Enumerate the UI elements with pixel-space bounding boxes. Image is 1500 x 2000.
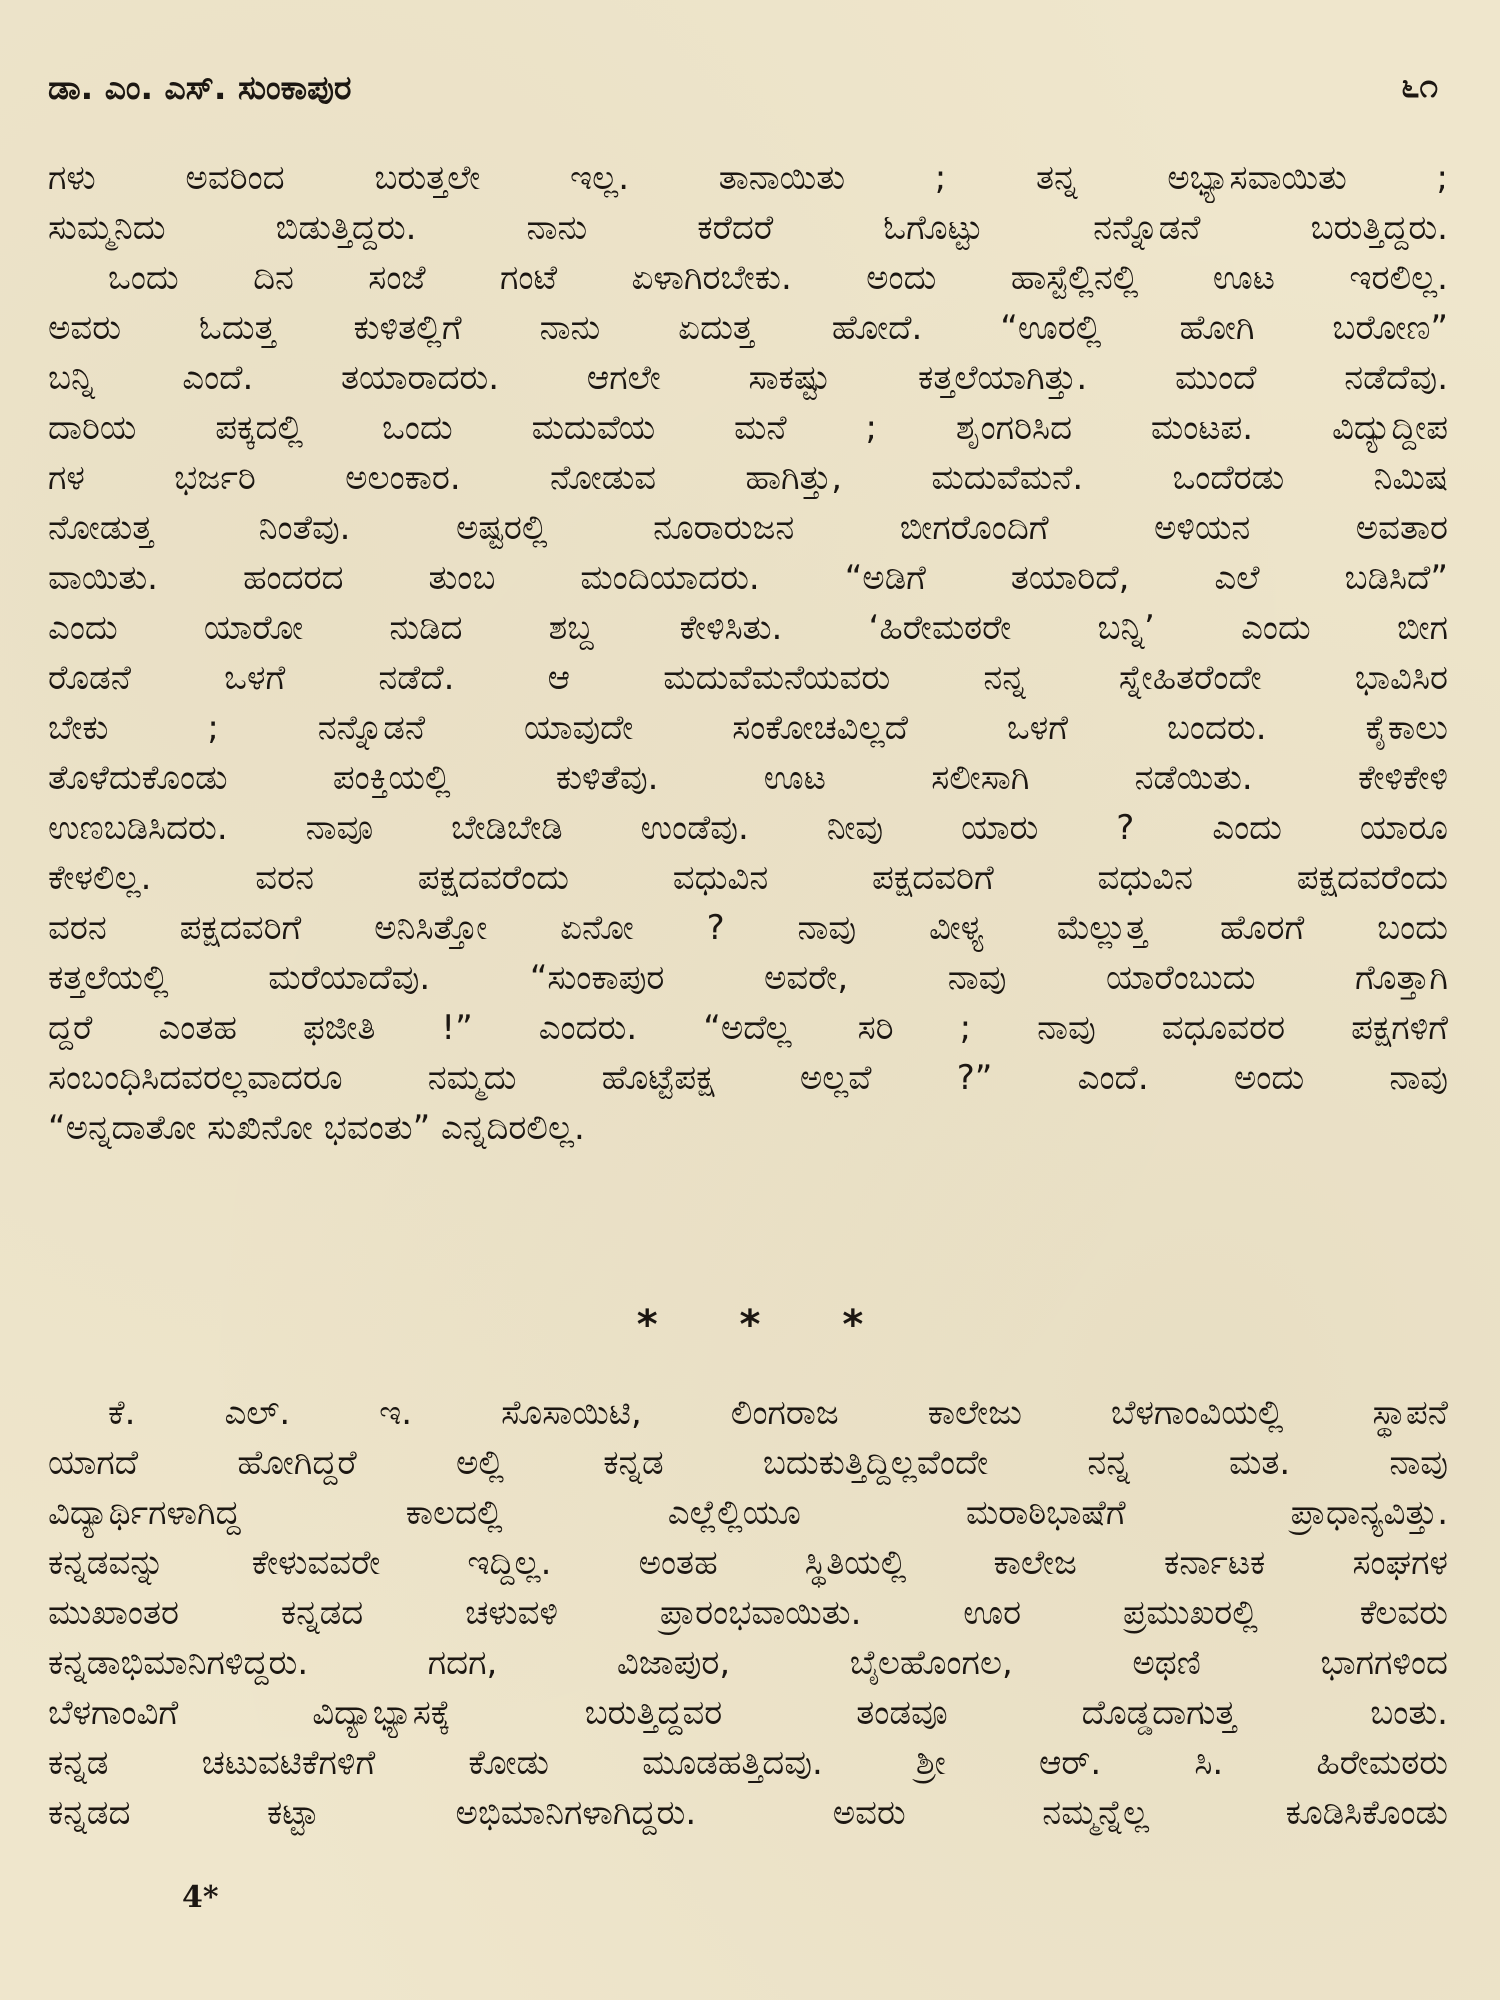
text-line: ಕನ್ನಡದ ಕಟ್ಟಾ ಅಭಿಮಾನಿಗಳಾಗಿದ್ದರು. ಅವರು ನಮ್ಮನ್ನೆಲ್ಲ ಕೂಡಿಸಿಕೊಂಡು [48,1793,1448,1833]
text-line: ತೊಳೆದುಕೊಂಡು ಪಂಕ್ತಿಯಲ್ಲಿ ಕುಳಿತೆವು. ಊಟ ಸಲೀಸಾಗಿ ನಡೆಯಿತು. ಕೇಳಿಕೇಳಿ [48,758,1448,798]
section-separator: * * * [636,1302,898,1348]
text-line: ಕೆ. ಎಲ್‌. ಇ. ಸೊಸಾಯಿಟಿ, ಲಿಂಗರಾಜ ಕಾಲೇಜು ಬೆಳಗಾಂವಿಯಲ್ಲಿ ಸ್ಥಾಪನೆ [108,1393,1448,1433]
text-line: ಎಂದು ಯಾರೋ ನುಡಿದ ಶಬ್ದ ಕೇಳಿಸಿತು. ‘ಹಿರೇಮಠರೇ ಬನ್ನಿ’ ಎಂದು ಬೀಗ [48,608,1448,648]
text-line: ದಾರಿಯ ಪಕ್ಕದಲ್ಲಿ ಒಂದು ಮದುವೆಯ ಮನೆ ; ಶೃಂಗರಿಸಿದ ಮಂಟಪ. ವಿದ್ಯುದ್ದೀಪ [48,408,1448,448]
text-line: ಬೇಕು ; ನನ್ನೊಡನೆ ಯಾವುದೇ ಸಂಕೋಚವಿಲ್ಲದೆ ಒಳಗೆ ಬಂದರು. ಕೈಕಾಲು [48,708,1448,748]
text-line: ವಿದ್ಯಾರ್ಥಿಗಳಾಗಿದ್ದ ಕಾಲದಲ್ಲಿ ಎಲ್ಲೆಲ್ಲಿಯೂ ಮರಾಠಿಭಾಷೆಗೆ ಪ್ರಾಧಾನ್ಯವಿತ್ತು. [48,1493,1448,1533]
text-line: ವರನ ಪಕ್ಷದವರಿಗೆ ಅನಿಸಿತ್ತೋ ಏನೋ ? ನಾವು ವೀಳ್ಯ ಮೆಲ್ಲುತ್ತ ಹೊರಗೆ ಬಂದು [48,908,1448,948]
text-line: ಮುಖಾಂತರ ಕನ್ನಡದ ಚಳುವಳಿ ಪ್ರಾರಂಭವಾಯಿತು. ಊರ ಪ್ರಮುಖರಲ್ಲಿ ಕೆಲವರು [48,1593,1448,1633]
text-line: ಕೇಳಲಿಲ್ಲ. ವರನ ಪಕ್ಷದವರೆಂದು ವಧುವಿನ ಪಕ್ಷದವರಿಗೆ ವಧುವಿನ ಪಕ್ಷದವರೆಂದು [48,858,1448,898]
text-line: ರೊಡನೆ ಒಳಗೆ ನಡೆದೆ. ಆ ಮದುವೆಮನೆಯವರು ನನ್ನ ಸ್ನೇಹಿತರೆಂದೇ ಭಾವಿಸಿರ [48,658,1448,698]
text-line: ಕನ್ನಡವನ್ನು ಕೇಳುವವರೇ ಇದ್ದಿಲ್ಲ. ಅಂತಹ ಸ್ಥಿತಿಯಲ್ಲಿ ಕಾಲೇಜ ಕರ್ನಾಟಕ ಸಂಘಗಳ [48,1543,1448,1583]
text-line: ಕತ್ತಲೆಯಲ್ಲಿ ಮರೆಯಾದೆವು. “ಸುಂಕಾಪುರ ಅವರೇ, ನಾವು ಯಾರೆಂಬುದು ಗೊತ್ತಾಗಿ [48,958,1448,998]
text-line: ಸಂಬಂಧಿಸಿದವರಲ್ಲವಾದರೂ ನಮ್ಮದು ಹೊಟ್ಟೆಪಕ್ಷ ಅಲ್ಲವೆ ?” ಎಂದೆ. ಅಂದು ನಾವು [48,1058,1448,1098]
text-line: ಕನ್ನಡಾಭಿಮಾನಿಗಳಿದ್ದರು. ಗದಗ, ವಿಜಾಪುರ, ಬೈಲಹೊಂಗಲ, ಅಥಣಿ ಭಾಗಗಳಿಂದ [48,1643,1448,1683]
text-line: ಗಳು ಅವರಿಂದ ಬರುತ್ತಲೇ ಇಲ್ಲ. ತಾನಾಯಿತು ; ತನ್ನ ಅಭ್ಯಾಸವಾಯಿತು ; [48,158,1448,198]
running-header-author: ಡಾ. ಎಂ. ಎಸ್‌. ಸುಂಕಾಪುರ [48,68,352,107]
text-line: ಯಾಗದೆ ಹೋಗಿದ್ದರೆ ಅಲ್ಲಿ ಕನ್ನಡ ಬದುಕುತ್ತಿದ್ದಿಲ್ಲವೆಂದೇ ನನ್ನ ಮತ. ನಾವು [48,1443,1448,1483]
text-line: ಬೆಳಗಾಂವಿಗೆ ವಿದ್ಯಾಭ್ಯಾಸಕ್ಕೆ ಬರುತ್ತಿದ್ದವರ ತಂಡವೂ ದೊಡ್ಡದಾಗುತ್ತ ಬಂತು. [48,1693,1448,1733]
text-line: ಕನ್ನಡ ಚಟುವಟಿಕೆಗಳಿಗೆ ಕೋಡು ಮೂಡಹತ್ತಿದವು. ಶ್ರೀ ಆರ್‌. ಸಿ. ಹಿರೇಮಠರು [48,1743,1448,1783]
text-line: ಅವರು ಓದುತ್ತ ಕುಳಿತಲ್ಲಿಗೆ ನಾನು ಏದುತ್ತ ಹೋದೆ. “ಊರಲ್ಲಿ ಹೋಗಿ ಬರೋಣ” [48,308,1448,348]
text-line: ದ್ದರೆ ಎಂತಹ ಫಜೀತಿ !” ಎಂದರು. “ಅದೆಲ್ಲ ಸರಿ ; ನಾವು ವಧೂವರರ ಪಕ್ಷಗಳಿಗೆ [48,1008,1448,1048]
text-line: ಸುಮ್ಮನಿದು ಬಿಡುತ್ತಿದ್ದರು. ನಾನು ಕರೆದರೆ ಓಗೊಟ್ಟು ನನ್ನೊಡನೆ ಬರುತ್ತಿದ್ದರು. [48,208,1448,248]
signature-mark: 4* [182,1880,219,1915]
text-line: ನೋಡುತ್ತ ನಿಂತೆವು. ಅಷ್ಟರಲ್ಲಿ ನೂರಾರುಜನ ಬೀಗರೊಂದಿಗೆ ಅಳಿಯನ ಅವತಾರ [48,508,1448,548]
text-line: ಬನ್ನಿ ಎಂದೆ. ತಯಾರಾದರು. ಆಗಲೇ ಸಾಕಷ್ಟು ಕತ್ತಲೆಯಾಗಿತ್ತು. ಮುಂದೆ ನಡೆದೆವು. [48,358,1448,398]
page-number: ೬೧ [1401,66,1438,105]
text-line: ಒಂದು ದಿನ ಸಂಜೆ ಗಂಟೆ ಏಳಾಗಿರಬೇಕು. ಅಂದು ಹಾಸ್ಟೆಲ್ಲಿನಲ್ಲಿ ಊಟ ಇರಲಿಲ್ಲ. [108,258,1448,298]
text-line: ಉಣಬಡಿಸಿದರು. ನಾವೂ ಬೇಡಿಬೇಡಿ ಉಂಡೆವು. ನೀವು ಯಾರು ? ಎಂದು ಯಾರೂ [48,808,1448,848]
text-line: ವಾಯಿತು. ಹಂದರದ ತುಂಬ ಮಂದಿಯಾದರು. “ಅಡಿಗೆ ತಯಾರಿದೆ, ಎಲೆ ಬಡಿಸಿದೆ” [48,558,1448,598]
text-line: “ಅನ್ನದಾತೋ ಸುಖಿನೋ ಭವಂತು” ಎನ್ನದಿರಲಿಲ್ಲ. [48,1108,585,1148]
text-line: ಗಳ ಭರ್ಜರಿ ಅಲಂಕಾರ. ನೋಡುವ ಹಾಗಿತ್ತು, ಮದುವೆಮನೆ. ಒಂದೆರಡು ನಿಮಿಷ [48,458,1448,498]
